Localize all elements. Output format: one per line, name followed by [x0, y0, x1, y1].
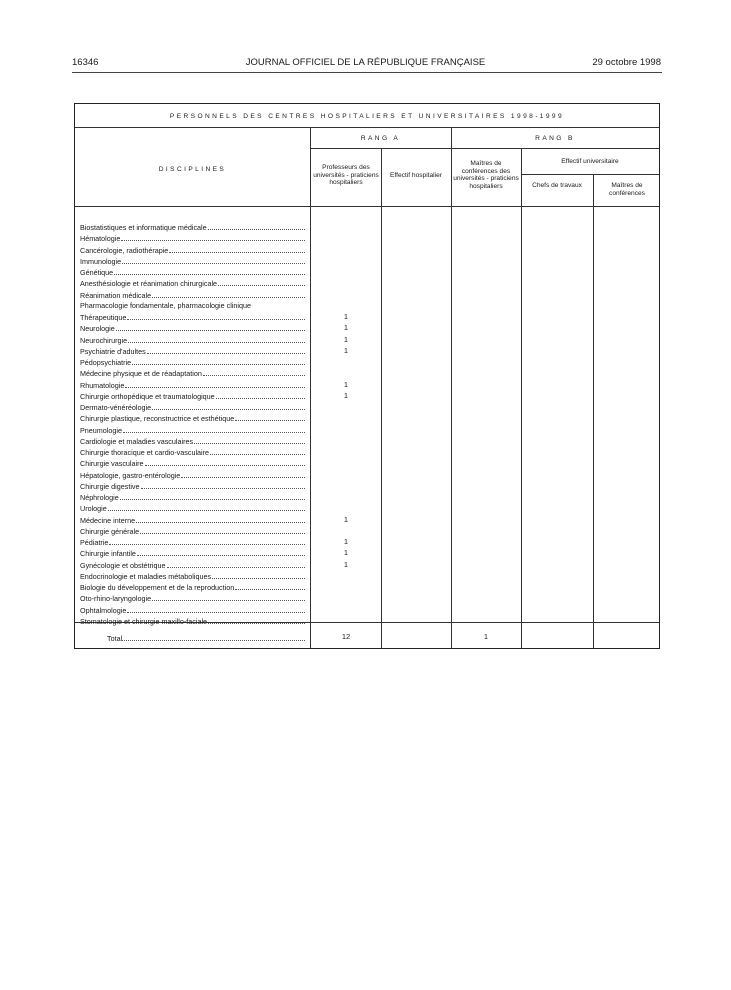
professeurs-value [311, 401, 381, 412]
discipline-row [80, 232, 305, 243]
professeurs-value [311, 289, 381, 300]
discipline-row [80, 457, 305, 468]
discipline-row [80, 322, 305, 333]
professeurs-value [311, 491, 381, 502]
discipline-row [80, 300, 305, 311]
publication-date: 29 octobre 1998 [592, 57, 661, 68]
professeurs-value [311, 232, 381, 243]
discipline-row [80, 547, 305, 558]
maitres-conferences-header: Maîtres de conférences [609, 182, 645, 197]
discipline-label: Anesthésiologie et réanimation chirurgicale [80, 279, 218, 289]
professeurs-value [311, 300, 381, 311]
header-bottom-divider [75, 206, 659, 207]
discipline-row [80, 615, 305, 626]
discipline-row [80, 334, 305, 345]
discipline-row [80, 424, 305, 435]
professeurs-value: 1 [343, 379, 349, 389]
discipline-row [80, 581, 305, 592]
personnel-table [74, 103, 660, 649]
professeurs-value [311, 480, 381, 491]
discipline-label: Immunologie [80, 256, 122, 266]
professeurs-value: 1 [343, 390, 349, 400]
discipline-label: Oto-rhino-laryngologie [80, 594, 152, 604]
discipline-row [80, 491, 305, 502]
discipline-label: Médecine physique et de réadaptation [80, 369, 202, 379]
discipline-row [80, 345, 305, 356]
discipline-label: Rhumatologie [80, 380, 125, 390]
discipline-label: Pédiatrie [80, 538, 109, 547]
discipline-row [80, 480, 305, 491]
rang-divider [310, 148, 659, 149]
effectif-divider [521, 174, 659, 175]
discipline-row [80, 536, 305, 547]
discipline-row [80, 435, 305, 446]
professeurs-value [311, 592, 381, 603]
discipline-label: Biostatistiques et informatique médicale [80, 223, 207, 232]
discipline-label: Chirurgie infantile [80, 549, 136, 559]
discipline-row [80, 277, 305, 288]
chefs-travaux-header: Chefs de travaux [532, 182, 582, 189]
discipline-label: Chirurgie orthopédique et traumatologique [80, 391, 215, 401]
professeurs-value: 1 [343, 548, 349, 558]
rang-b-header: RANG B [535, 135, 575, 142]
discipline-row [80, 604, 305, 615]
discipline-label: Cardiologie et maladies vasculaires [80, 436, 194, 446]
discipline-row [80, 255, 305, 266]
professeurs-value [311, 412, 381, 423]
discipline-row [80, 514, 305, 525]
col-divider-2 [381, 148, 382, 648]
discipline-row [80, 401, 305, 412]
professeurs-header: Professeurs des universités - praticiens hospitaliers [313, 164, 379, 186]
professeurs-value [311, 581, 381, 592]
discipline-row [80, 525, 305, 536]
effectif-hospitalier-header: Effectif hospitalier [390, 172, 442, 179]
discipline-label: Néphrologie [80, 493, 119, 502]
discipline-label: Stomatologie et chirurgie maxillo-faciale [80, 616, 208, 626]
journal-title: JOURNAL OFFICIEL DE LA RÉPUBLIQUE FRANÇAISE [245, 57, 486, 68]
title-divider [75, 127, 659, 128]
professeurs-value [311, 435, 381, 446]
discipline-row [80, 570, 305, 581]
discipline-row [80, 592, 305, 603]
professeurs-value [311, 244, 381, 255]
discipline-row [80, 469, 305, 480]
page-number: 16346 [72, 57, 99, 68]
discipline-label: Réanimation médicale [80, 290, 152, 300]
discipline-label: Ophtalmologie [80, 605, 127, 615]
discipline-label: Chirurgie thoracique et cardio-vasculaire [80, 448, 210, 457]
professeurs-value [311, 255, 381, 266]
discipline-label: Biologie du développement et de la reproduction [80, 583, 235, 592]
col-divider-5 [593, 174, 594, 648]
col-divider-4 [521, 148, 522, 648]
total-maitres-conf: 1 [483, 632, 489, 641]
professeurs-value: 1 [343, 537, 349, 546]
effectif-universitaire-header: Effectif universitaire [561, 158, 619, 165]
discipline-row [80, 390, 305, 401]
professeurs-value [311, 615, 381, 626]
header-rule [72, 72, 662, 73]
discipline-row [80, 446, 305, 457]
discipline-row [80, 289, 305, 300]
col-divider-3 [451, 127, 452, 648]
discipline-label: Cancérologie, radiothérapie [80, 245, 169, 255]
discipline-label: Chirurgie vasculaire [80, 459, 144, 469]
professeurs-values [311, 221, 381, 626]
discipline-label: Chirurgie générale [80, 526, 140, 536]
professeurs-value: 1 [343, 323, 349, 333]
professeurs-value [311, 367, 381, 378]
discipline-row [80, 502, 305, 513]
discipline-row [80, 266, 305, 277]
professeurs-value [311, 502, 381, 513]
professeurs-value [311, 424, 381, 435]
professeurs-value [311, 446, 381, 457]
professeurs-value: 1 [343, 312, 349, 321]
discipline-row [80, 559, 305, 570]
rang-a-header: RANG A [360, 135, 401, 142]
discipline-row [80, 367, 305, 378]
disciplines-header: DISCIPLINES [158, 166, 227, 173]
discipline-label: Médecine interne [80, 515, 136, 525]
discipline-label: Urologie [80, 504, 107, 514]
total-row [107, 632, 305, 643]
professeurs-value [311, 356, 381, 367]
discipline-label: Endocrinologie et maladies métaboliques [80, 571, 212, 581]
professeurs-value [311, 277, 381, 288]
total-professeurs: 12 [341, 632, 351, 641]
professeurs-value [311, 525, 381, 536]
discipline-row [80, 412, 305, 423]
discipline-label: Hépatologie, gastro-entérologie [80, 470, 181, 480]
discipline-label: Thérapeutique [80, 313, 127, 322]
discipline-row [80, 221, 305, 232]
professeurs-value: 1 [343, 334, 349, 344]
discipline-row [80, 379, 305, 390]
discipline-label: Pneumologie [80, 425, 122, 435]
professeurs-value: 1 [343, 559, 349, 569]
discipline-label: Chirurgie plastique, reconstructrice et esthétique [80, 414, 235, 424]
discipline-list [80, 221, 305, 626]
discipline-row [80, 356, 305, 367]
professeurs-value [311, 469, 381, 480]
discipline-label: Psychiatrie d'adultes [80, 346, 146, 356]
table-title: PERSONNELS DES CENTRES HOSPITALIERS ET UNIVERSITAIRES 1998-1999 [169, 113, 565, 120]
maitres-conf-header: Maîtres de conférences des universités - praticiens hospitaliers [453, 160, 519, 190]
professeurs-value [311, 457, 381, 468]
discipline-label: Neurochirurgie [80, 335, 128, 345]
professeurs-value [311, 570, 381, 581]
professeurs-value: 1 [343, 514, 349, 524]
discipline-label: Chirurgie digestive [80, 481, 140, 491]
professeurs-value: 1 [343, 345, 349, 355]
discipline-label: Génétique [80, 268, 114, 277]
discipline-row [80, 311, 305, 322]
discipline-row [80, 244, 305, 255]
professeurs-value [311, 604, 381, 615]
total-label: Total [107, 634, 123, 643]
discipline-label: Gynécologie et obstétrique [80, 560, 166, 570]
discipline-label: Hématologie [80, 234, 121, 244]
professeurs-value [311, 266, 381, 277]
discipline-label: Dermato-vénéréologie [80, 403, 152, 412]
discipline-label: Neurologie [80, 324, 115, 334]
professeurs-value [311, 221, 381, 232]
discipline-label: Pédopsychiatrie [80, 358, 132, 367]
discipline-label: Pharmacologie fondamentale, pharmacologie clinique [80, 300, 252, 310]
